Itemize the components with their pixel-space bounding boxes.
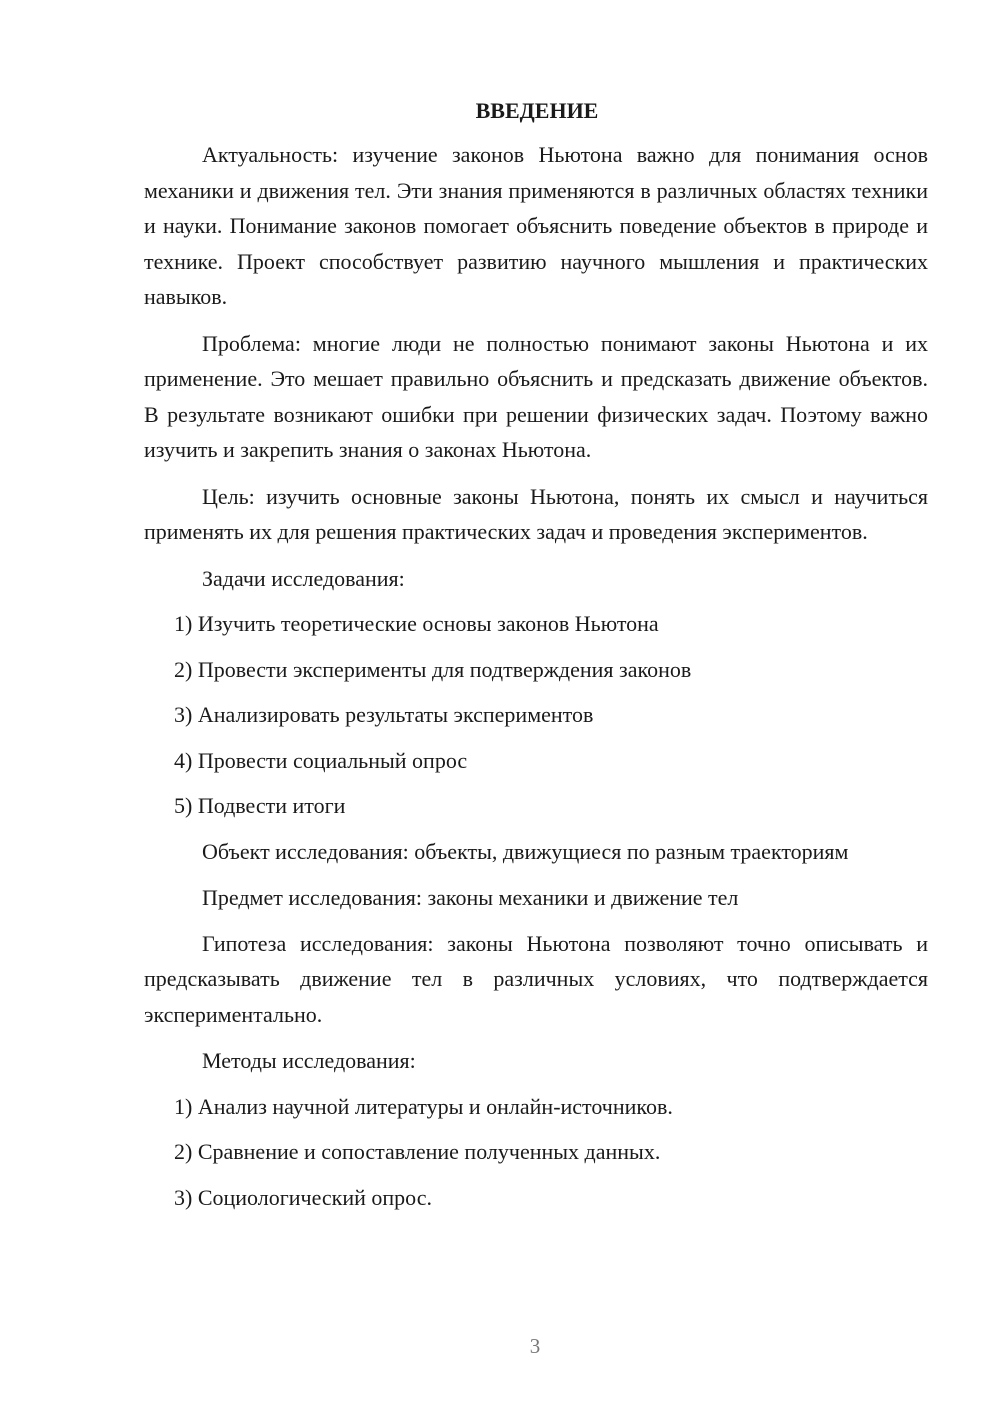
methods-heading: Методы исследования: [202,1048,416,1073]
task-item-4: 4) Провести социальный опрос [174,747,468,773]
document-page [144,95,928,1225]
page-title: ВВЕДЕНИЕ [475,98,599,123]
object-paragraph: Объект исследования: объекты, движущиеся по разным траекториям [202,838,849,864]
tasks-heading: Задачи исследования: [202,565,405,591]
method-item-3: 3) Социологический опрос. [174,1184,432,1210]
task-item-3: 3) Анализировать результаты экспериментов [174,702,594,727]
method-item-1: 1) Анализ научной литературы и онлайн-источников. [174,1093,673,1119]
subject-paragraph: Предмет исследования: законы механики и движение тел [202,885,739,910]
relevance-paragraph: Актуальность: изучение законов Ньютона важно для понимания основ механики и движения тел. Эти знания применяются в различных областях техники и науки. Понимание законов помогает объяснить поведение объектов в природе и технике. Проект способствует развитию научного мышления и практических навыков. [144,142,928,309]
goal-paragraph: Цель: изучить основные законы Ньютона, понять их смысл и научиться применять их для решения практических задач и проведения экспериментов. [144,483,928,544]
method-item-2: 2) Сравнение и сопоставление полученных данных. [174,1139,661,1164]
hypothesis-paragraph: Гипотеза исследования: законы Ньютона позволяют точно описывать и предсказывать движение тел в различных условиях, что подтверждается экспериментально. [144,930,928,1027]
problem-paragraph: Проблема: многие люди не полностью понимают законы Ньютона и их применение. Это мешает правильно объяснить и предсказать движение объектов. В результате возникают ошибки при решении физических задач. Поэтому важно изучить и закрепить знания о законах Ньютона. [144,330,928,462]
page-number: 3 [529,1334,541,1358]
task-item-5: 5) Подвести итоги [174,793,346,818]
task-item-2: 2) Провести эксперименты для подтверждения законов [174,656,692,682]
task-item-1: 1) Изучить теоретические основы законов Ньютона [174,611,659,636]
